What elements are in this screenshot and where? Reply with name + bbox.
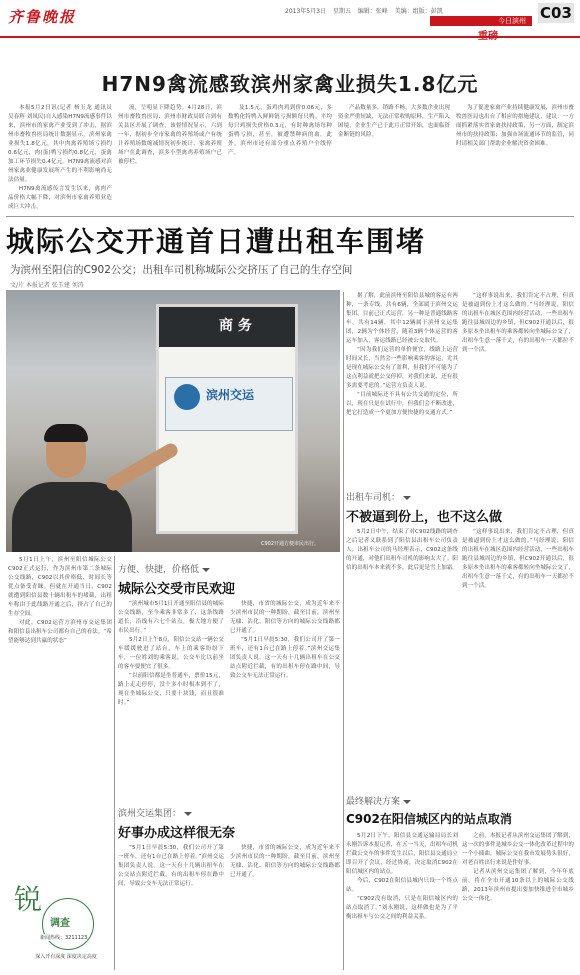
story2-right-col-1	[346, 292, 458, 490]
mid-col3-para: “5月1日早晨5:30，我们公司开了第一班车，还有1台已在路上停着。”滨州交运集团负责人说。这一天有十几辆出租车在公交站点附近拦截，有的出租车停在路中间，导致公交车无法正常运行。	[118, 845, 224, 887]
bus-line-sign: 滨州交运	[165, 377, 293, 431]
story1-col2-para: 流，呈明显下降趋势。4月28日，滨州市畜牧兽医局、滨州市财政局联合到有关县区开展了调查，该督情况显示，六到一年，据初步全市家禽的养殖场或户有统计养殖场数缩减情况初步统计，家禽养殖场户在此调查，滨多小型禽鸡养殖场户已被停栏。	[118, 105, 222, 165]
story1-col1-para2: H7N9禽流感传言发生以来，禽肉产品价格大幅下降，对滨州市家禽养殖业造成巨大冲击。	[8, 186, 112, 210]
story2-right-col-4	[462, 528, 574, 788]
mid-col1-para3: “以前阳信都是坐普通车，票价15元，路上走走停停，没个多小时根本到不了，现在坐城际公交，只要十块钱，而且很准时。”	[118, 673, 224, 706]
story2-r1-para1: 据了解，此前滨州至阳信县城的客运有两种，一条专线，共有6辆，全部属于滨州交运集团。目前已正式运营，另一种是普通线路客车，共有14辆，其中12辆属于滨州交运集团，2辆为个体经营，随着3辆个体运营的客运车加入，客运线路已经被公交取代。	[346, 293, 458, 344]
story1-col4-para: 产品数量多，销路不畅，大多数企业出现资金严重短缺，无法正常收购原料，生产陷入困境，企业生产已于此月正常开始，也面临资金断链的风险。	[338, 105, 450, 138]
page-number: C03	[538, 3, 574, 23]
headline-h7n9: H7N9禽流感致滨州家禽业损失1.8亿元	[101, 72, 479, 96]
story2-r1-para3: “目前城际还不具有公共交通的定位，所以，现在只是在试行中，但我们会不断改进，把它打造成一个更加方便快捷的交通方式。”	[346, 392, 458, 416]
story2-mid-col-3	[118, 844, 224, 970]
headline-welcomed: 城际公交受市民欢迎	[118, 582, 236, 597]
subheadline-bus: 为滨州至阳信的C902公交；出租车司机称城际公交挤压了自己的生存空间	[10, 264, 353, 276]
mid-col2-para2: “5月1日早晨5:30，我们公司开了第一班车，还有1台已在路上停着。”滨州交运集团负责人说。这一天有十几辆出租车在公交站点附近拦截，有的出租车停在路中间，导致公交车无法正常运行。	[230, 637, 340, 679]
r5-para2: 今后，C902在阳信县城内只设一个终点站。	[346, 878, 458, 893]
news-hotline: 新闻热线：3211123	[40, 935, 88, 941]
story2-right-col-3	[346, 528, 458, 788]
story1-column-4	[338, 104, 450, 222]
investigation-badge	[6, 878, 116, 968]
story1-column-5	[456, 104, 574, 222]
subsection-transit-group: 滨州交运集团：	[118, 806, 192, 819]
r5-para3: “C902没有取消，只是在阳信城区内的站点取消了。”刘永刚说，这样做也是为了平衡出租车与公交之间的利益关系。	[346, 896, 458, 920]
badge-label: 调查	[50, 918, 70, 929]
story2-mid-col-1	[118, 600, 224, 800]
story1-column-1	[8, 104, 112, 222]
story2-right-col-6	[462, 832, 574, 970]
story2-left-column	[8, 556, 112, 876]
bus-stop-board: 商 务 滨州交运	[156, 304, 298, 534]
badge-caption: 深入开有深度 深度决定高度	[35, 954, 97, 960]
newspaper-logo: 齐鲁晚报	[8, 8, 77, 26]
subsection-solution: 最终解决方案	[346, 794, 411, 807]
issue-meta	[285, 6, 448, 15]
story1-col5-para: 为了促进家禽产业持续健康发展，滨州市畜牧兽医局也出台了相应的措施建议，建议：一方面抓紧落实省家禽扶持政策，另一方面，制定滨州市的扶持政策；加强市场流通环节的监管，同时请相关部门帮助企业解决资金困难。	[456, 105, 574, 147]
story2-byline: 文/片 本报记者 张玉建 刘涛	[10, 282, 84, 289]
story2-left-para1: 5月1日上午，滨州至阳信城际公交C902正式运行，作为滨州市第二条城际公交线路，C902以其价格低、时间长等优点备受青睐。但就在开通当日，C902就遭到阳信县数十辆出租车的堵截，出租车称由于此线路开通之后，挤占了自己的生存空间。	[8, 557, 112, 617]
photo-caption: C902开通方便市民出行。	[261, 541, 320, 547]
story2-mid-col-2	[230, 600, 340, 800]
editor-credit: 编辑：张峰	[357, 8, 388, 15]
column-rule	[343, 292, 344, 970]
story2-r1-para2: “因为我们运营的单价便宜，线路上运营时间又长，当然会一些影响乘客的客运，尤其是现在城际公交有了盈利，但我们不可能为了这点利益就把公交停掉，对我们来说，还有很多需要考虑的。”运营方负责人说。	[346, 347, 458, 389]
masthead	[0, 0, 580, 42]
story2-r2-para1: “这样事说出来，我们肯定不占理，但真是被逼到份上才这么做的。”马经理说，阳信的出租车在城区范围内经营活动，一些出租车跑往县城周边的乡镇，但C902开通以后，很多原本坐出租车的乘客都转向坐城际公交了，出租车生意一落千丈，有的出租车一天都拉不到一个活。	[462, 293, 574, 353]
headline-bus-blockade: 城际公交开通首日遭出租车围堵	[6, 225, 427, 258]
subsection-convenient: 方便、快捷，价格低	[118, 562, 210, 575]
story1-col3-para: 及1.5元，蛋鸡肉鸡到价0.06元，多数鸭化特鸭入鲜鲜链亏损额每只鸭。平均每只鸡损失价格0.3元，有时种禽场每种蛋鸭亏损，甚至，被遭禁种病的禽。此外，滨州市还有部分重点养殖户全线停产。	[228, 105, 332, 156]
story1-column-3	[228, 104, 332, 222]
story1-column-2	[118, 104, 222, 222]
mid-col1-para1: “滨州城市5月1日开通至阳信县的城际公交线路，至今乘客非常多了，这条线路道长，沿线有六七个站点，极大地方便了市民出行。”	[118, 601, 224, 634]
headline-taxi-driver: 不被逼到份上，也不这么做	[346, 510, 503, 525]
edition-bar: 今日滨州	[430, 16, 532, 26]
news-photo	[6, 290, 340, 552]
badge-char: 锐	[14, 883, 43, 916]
mid-col1-para2: 5月2日上午8点，阳信公交站一辆公交车缓缓驶进了站台，车上的乘客纷纷下车，一位姓刘的乘客说，公交车比以前坐的客车要便宜了很多。	[118, 637, 224, 670]
story1-col1-para: 本报5月2日讯(记者 杨玉龙 通讯员 吴春辉 刘凤民)自入感染H7N9流感事件以来，滨州市的家禽产业受到了冲击，据滨州市畜牧兽医局统计数据显示，滨州家禽业损失1.8亿元，其中肉禽养殖场亏损约0.6亿元，肉(蛋)鸭亏损约0.8亿元，蛋禽加工环节损失0.4亿元。H7N9禽流感对滨州家禽业健康发展所产生的不利影响尚无法估量。	[8, 105, 112, 183]
mid-col2-para1: 快捷，市省的城际公交，成为近年来不少滨州市民的一种期盼，截至目前，滨州至无棣、沾化、阳信等方向的城际公交线路都已开通了。	[230, 601, 340, 634]
story2-r4-para: “这样事说出来，我们肯定不占理，但真是被逼到份上才这么做的。”马经理说，阳信的出租车在城区范围内经营活动，一些出租车跑往县城周边的乡镇，但C902开通以后，很多原本坐出租车的乘客都转向坐城际公交了，出租车生意一落千丈，有的出租车一天都拉不到一个活。	[462, 529, 574, 589]
transit-logo-icon	[174, 384, 200, 410]
story2-right-col-2	[462, 292, 574, 490]
r5-para1: 5月2日下午，阳信县交通运输局局长刘永刚告诉本报记者，在五一当天，出租车司机拦截公交车的事件发生以后，阳信县交通局立即召开了会议，经过协商，决定取消C902在阳信城区内的站点。	[346, 833, 458, 875]
designer-credit: 美编：组版：彭凯	[394, 8, 443, 15]
headline-stops-cancelled: C902在阳信城区内的站点取消	[346, 812, 512, 826]
story2-left-para2: 对此，C902运营方滨州市交运集团和阳信县出租车公司都有自己的看法。“希望能够达到共赢的状态”	[8, 620, 112, 644]
section-label: 重磅	[478, 31, 498, 42]
story2-r3-para: 5月2日中午，结束了对C902线路的调查之后记者又联系到了阳信县出租车公司负责人。出租车公司的马经理表示，C902这条线的开通，对他们出租车司机的影响太大了。阳信的出租车本来就不多，此后更是雪上加霜。	[346, 529, 458, 571]
issue-date: 2013年5月3日	[285, 8, 326, 15]
r6-para2: 记者从滨州交运集团了解到，今年年底前，将在全市开通10条以上的城际公交线路，2013年滨州市提出要加快推进全市城乡公交一体化。	[462, 869, 574, 902]
story2-mid-col-4	[230, 844, 340, 970]
headline-helpless: 好事办成这样很无奈	[118, 826, 236, 841]
subsection-taxi-driver: 出租车司机：	[346, 490, 411, 503]
story2-right-col-5	[346, 832, 458, 970]
r6-para1: 之前，本报记者从滨州交运集团了解到，这一次的事件是城乡公交一体化改革过程中的一个小插曲，城际公交在我市发展势头很好，对老百姓出行来说是件好事。	[462, 833, 574, 866]
issue-weekday: 星期五	[332, 8, 351, 15]
mid-col4-para: 快捷，市省的城际公交，成为近年来不少滨州市民的一种期盼，截至目前，滨州至无棣、沾化、阳信等方向的城际公交线路都已开通了。	[230, 845, 340, 878]
divider	[6, 216, 574, 217]
man-figure	[12, 400, 162, 550]
